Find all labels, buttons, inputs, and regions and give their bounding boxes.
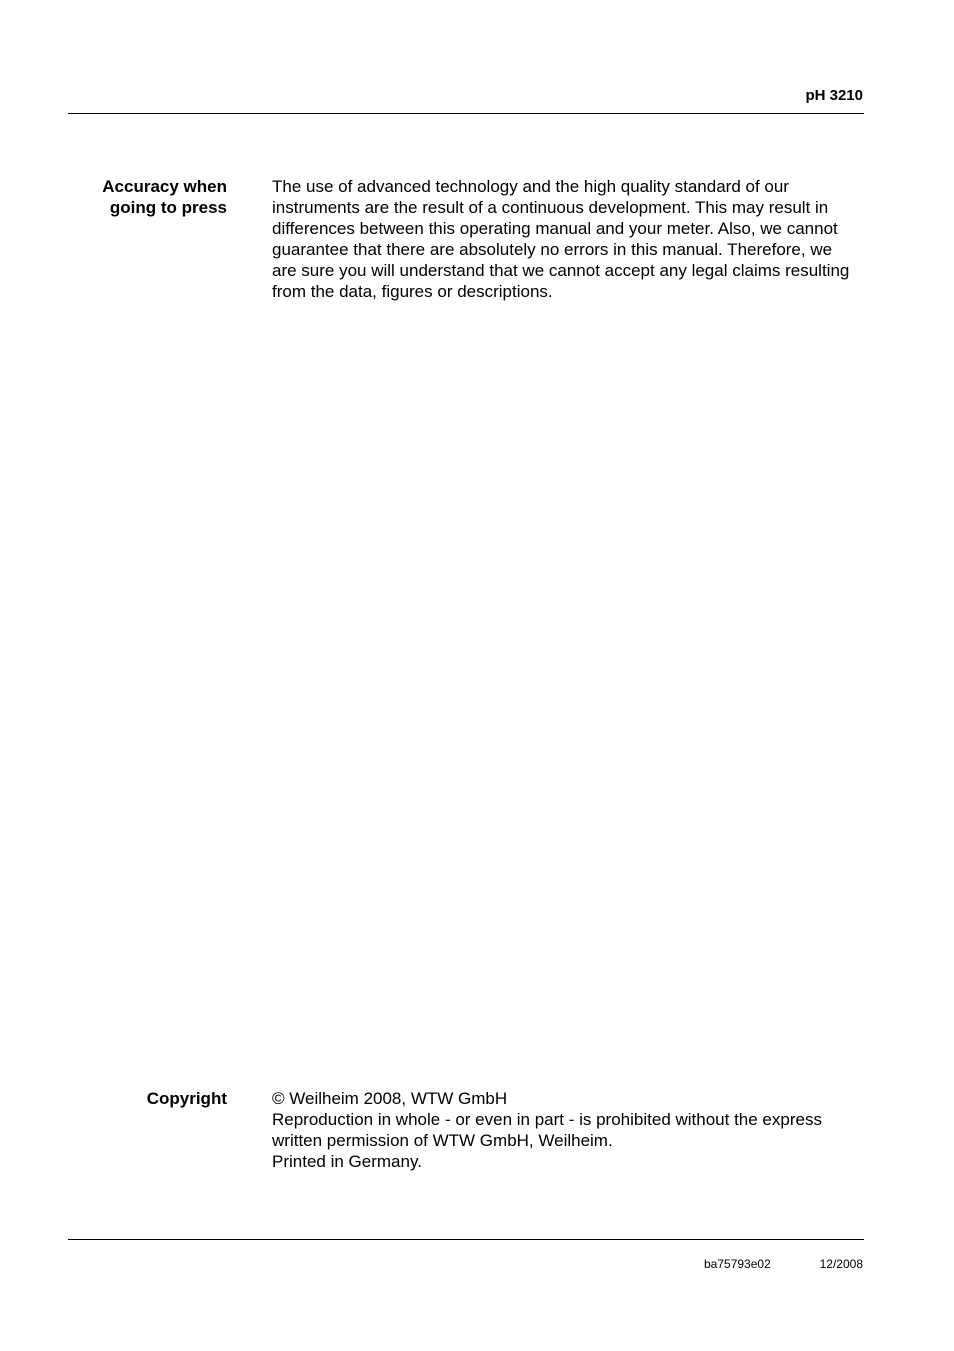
copyright-section-body	[272, 1088, 864, 1172]
footer-document-code: ba75793e02	[704, 1257, 771, 1271]
copyright-heading-text: Copyright	[146, 1089, 227, 1108]
page-header-title: pH 3210	[805, 87, 863, 104]
header-divider	[68, 113, 864, 114]
footer-date: 12/2008	[819, 1257, 863, 1271]
accuracy-text-line: The use of advanced technology and the high quality standard of our	[272, 177, 789, 196]
copyright-text-line: written permission of WTW GmbH, Weilheim.	[272, 1131, 613, 1150]
copyright-text-line: Printed in Germany.	[272, 1152, 422, 1171]
accuracy-heading-line: going to press	[109, 198, 227, 217]
accuracy-text-line: are sure you will understand that we cannot accept any legal claims resulting	[272, 261, 850, 280]
copyright-text-line: © Weilheim 2008, WTW GmbH	[272, 1089, 508, 1108]
accuracy-text-line: instruments are the result of a continuous development. This may result in	[272, 198, 829, 217]
accuracy-section-heading	[27, 176, 227, 218]
accuracy-text-line: guarantee that there are absolutely no errors in this manual. Therefore, we	[272, 240, 833, 259]
accuracy-section-body	[272, 176, 864, 302]
copyright-section-heading	[27, 1088, 227, 1109]
accuracy-text-line: differences between this operating manual and your meter. Also, we cannot	[272, 219, 838, 238]
copyright-text-line: Reproduction in whole - or even in part - is prohibited without the express	[272, 1110, 822, 1129]
footer-divider	[68, 1239, 864, 1240]
accuracy-heading-line: Accuracy when	[102, 177, 227, 196]
accuracy-text-line: from the data, figures or descriptions.	[272, 282, 553, 301]
